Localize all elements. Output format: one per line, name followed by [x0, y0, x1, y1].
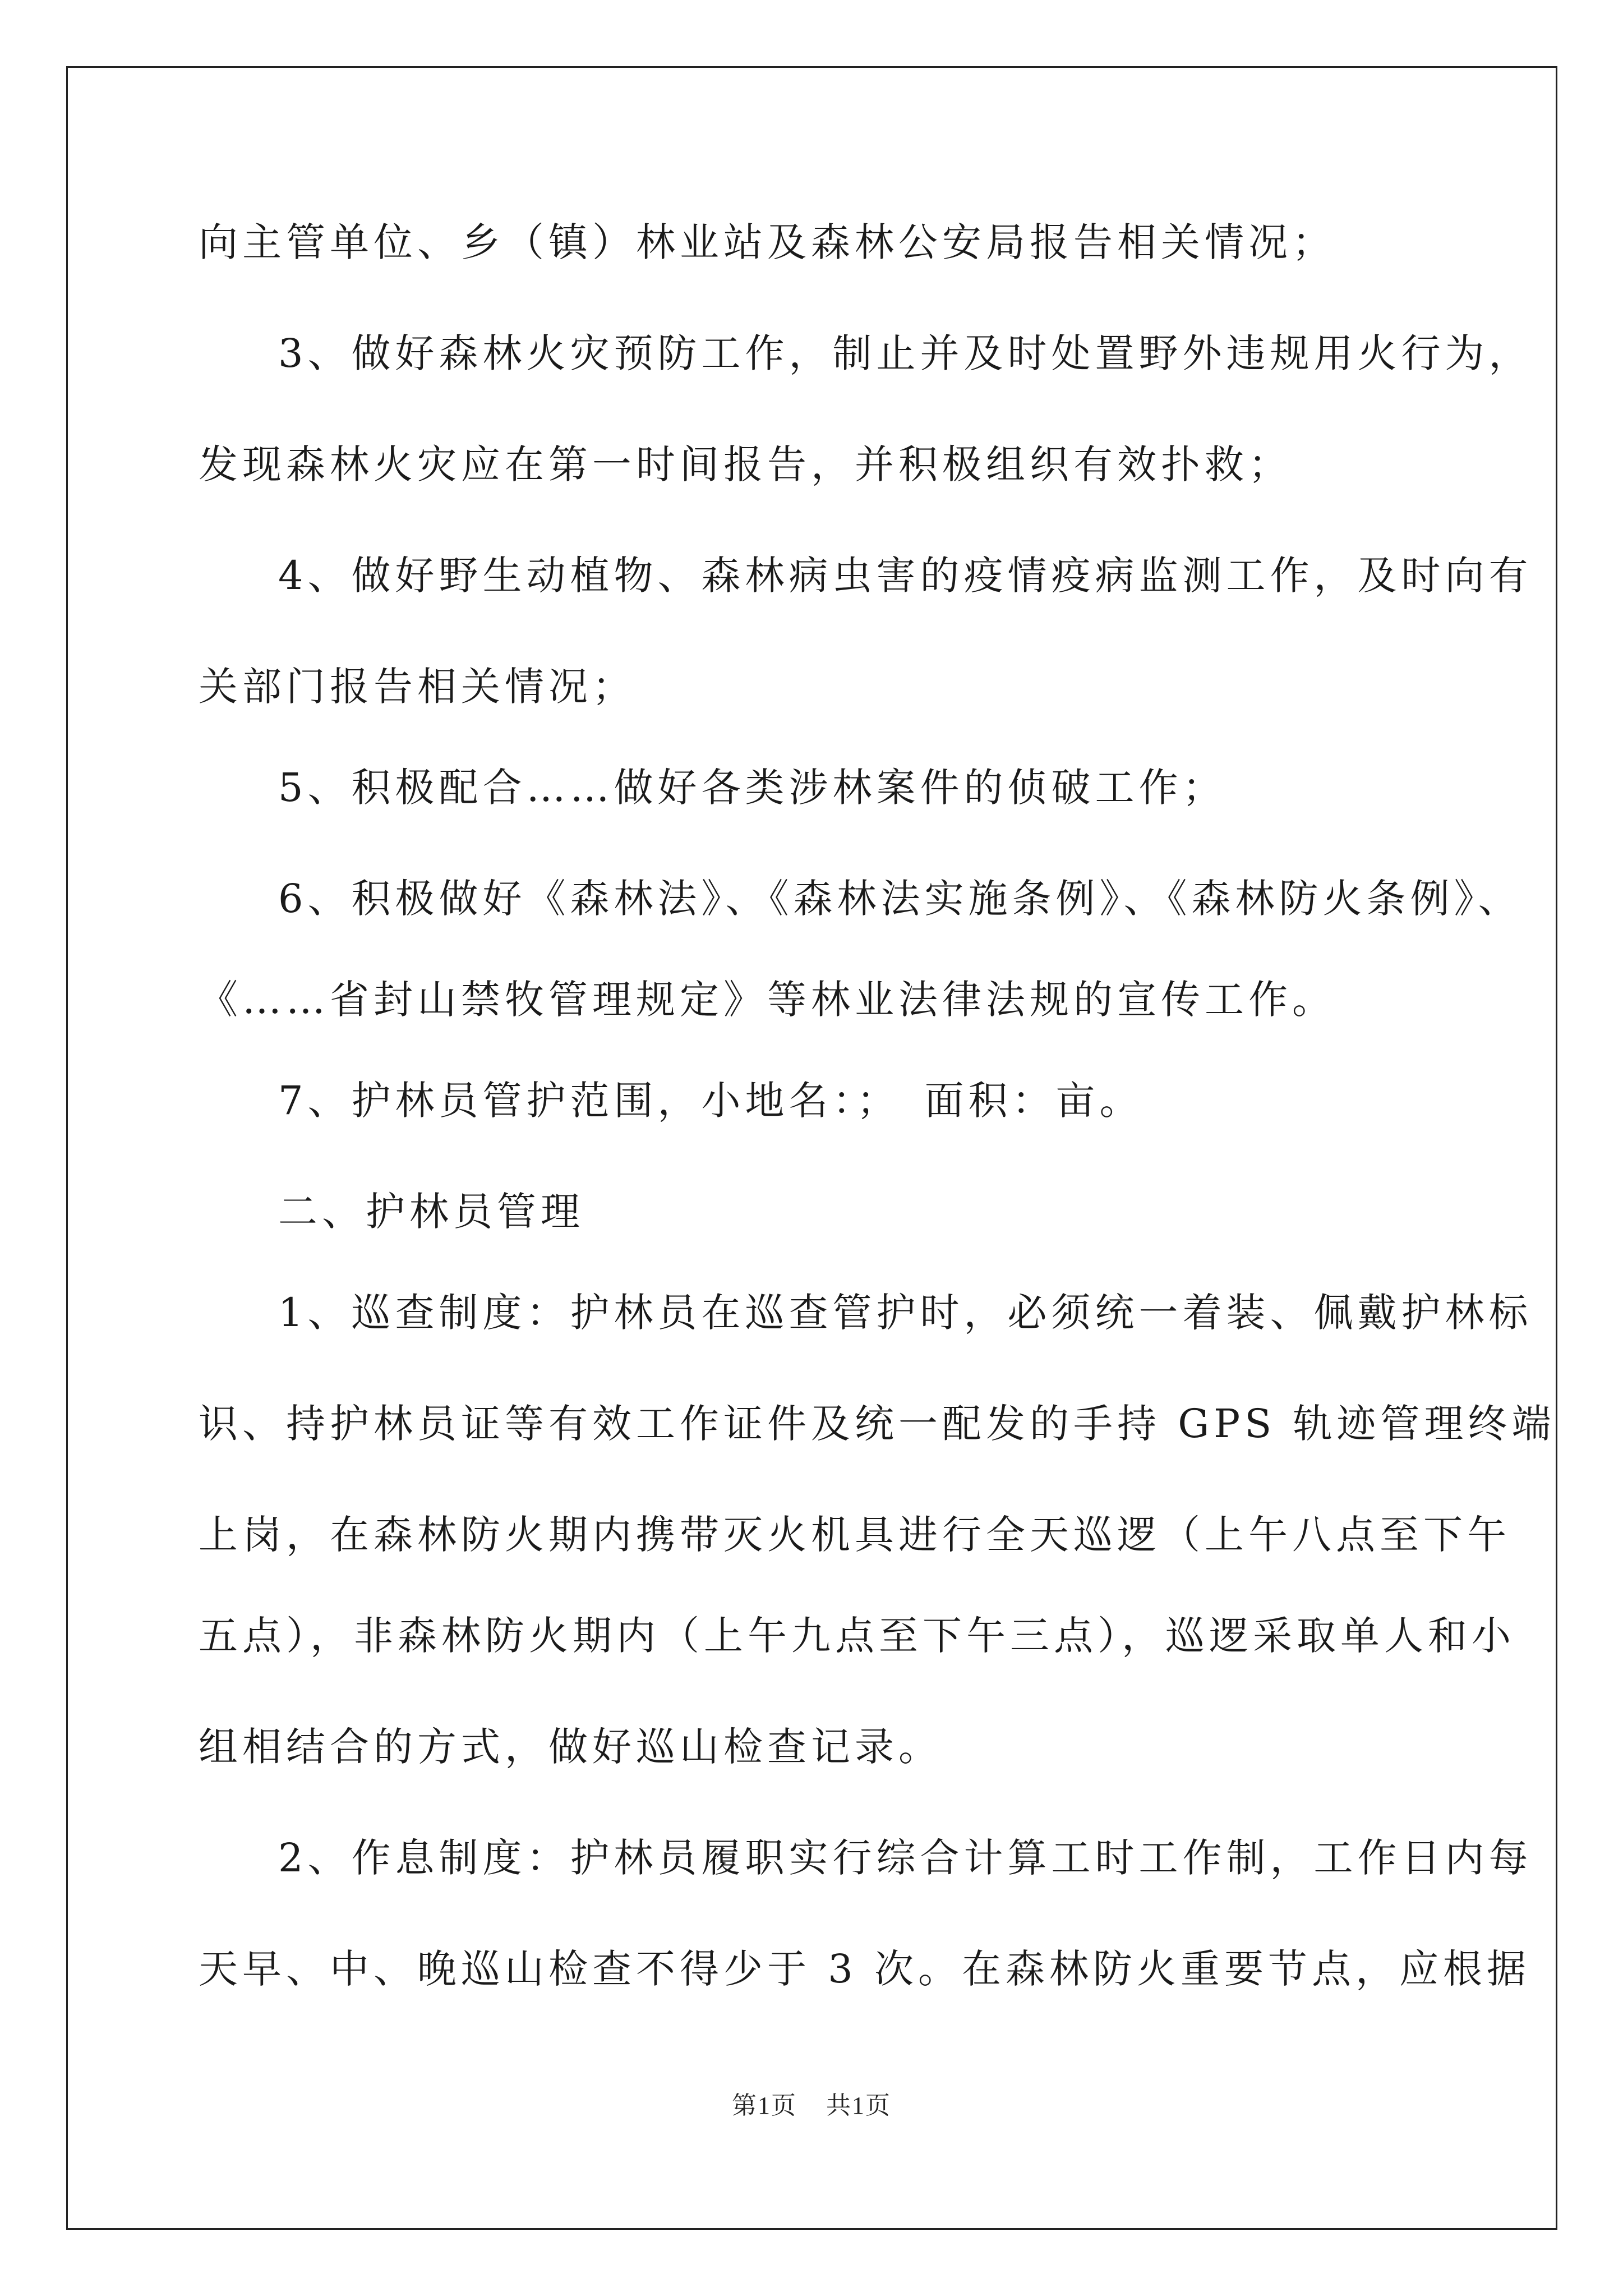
text-line: 上岗，在森林防火期内携带灭火机具进行全天巡逻（上午八点至下午: [199, 1512, 1511, 1558]
text-line: 天早、中、晚巡山检查不得少于 3 次。在森林防火重要节点，应根据: [199, 1946, 1531, 1992]
text-line: 2、作息制度：护林员履职实行综合计算工时工作制，工作日内每: [278, 1835, 1533, 1881]
page-footer: [0, 2090, 1623, 2122]
text-line: 关部门报告相关情况；: [199, 664, 636, 710]
text-line: 5、积极配合……做好各类涉林案件的侦破工作；: [278, 765, 1227, 811]
text-line: 发现森林火灾应在第一时间报告，并积极组织有效扑救；: [199, 441, 1292, 487]
text-line: 6、积极做好《森林法》、《森林法实施条例》、《森林防火条例》、: [278, 876, 1522, 922]
page-number: 第1页: [732, 2092, 797, 2119]
section-heading: 二、护林员管理: [278, 1189, 584, 1235]
text-line: 五点），非森林防火期内（上午九点至下午三点），巡逻采取单人和小: [199, 1613, 1515, 1659]
text-line: 4、做好野生动植物、森林病虫害的疫情疫病监测工作，及时向有: [278, 553, 1533, 599]
text-line: 3、做好森林火灾预防工作，制止并及时处置野外违规用火行为，: [278, 330, 1533, 376]
page-border: [66, 66, 1557, 2230]
page-total: 共1页: [826, 2092, 891, 2119]
text-line: 1、巡查制度：护林员在巡查管护时，必须统一着装、佩戴护林标: [278, 1290, 1533, 1336]
text-line: 7、护林员管护范围，小地名：； 面积：亩。: [278, 1078, 1144, 1124]
text-line: 识、持护林员证等有效工作证件及统一配发的手持 GPS 轨迹管理终端: [199, 1401, 1556, 1447]
text-line: 组相结合的方式，做好巡山检查记录。: [199, 1724, 942, 1770]
text-line: 向主管单位、乡（镇）林业站及森林公安局报告相关情况；: [199, 219, 1336, 265]
text-line: 《……省封山禁牧管理规定》等林业法律法规的宣传工作。: [199, 977, 1336, 1023]
